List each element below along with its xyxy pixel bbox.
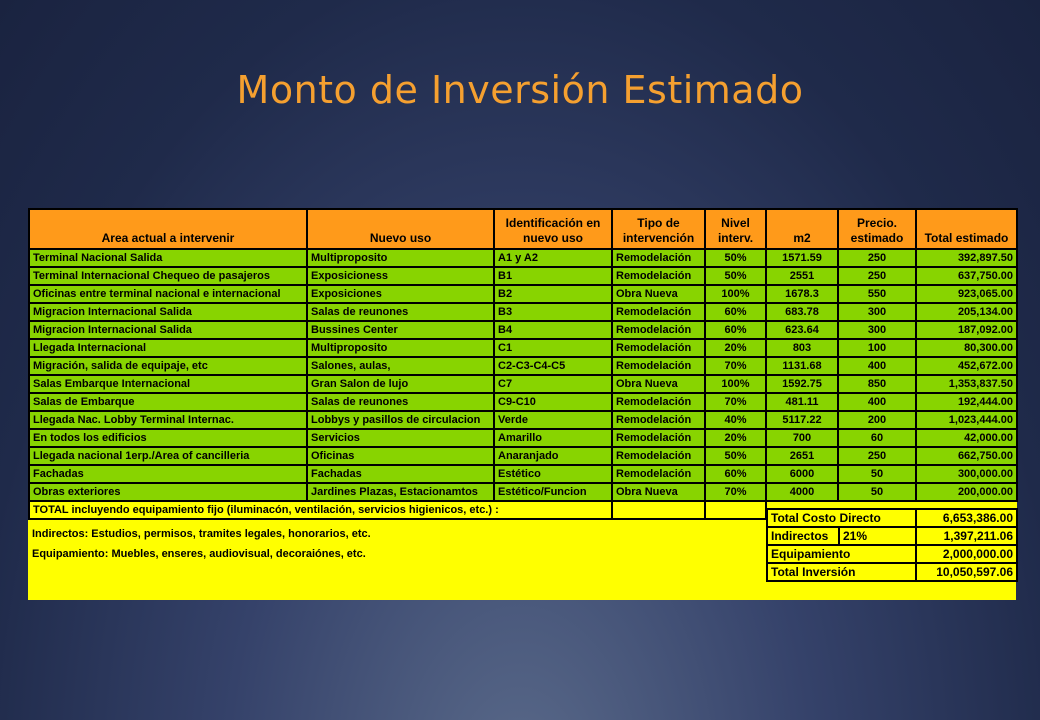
cell-m2: 683.78	[766, 303, 838, 321]
cell-precio: 250	[838, 249, 916, 267]
summary-indirectos-pct: 21%	[839, 527, 916, 545]
summary-equipamiento-label: Equipamiento	[767, 545, 916, 563]
cell-tipo: Remodelación	[612, 303, 705, 321]
header-identificacion: Identificación en nuevo uso	[494, 209, 612, 249]
investment-spreadsheet	[28, 208, 1016, 600]
cell-nuevo-uso: Salas de reunones	[307, 393, 494, 411]
cell-nuevo-uso: Jardines Plazas, Estacionamtos	[307, 483, 494, 501]
summary-row	[767, 545, 1017, 563]
cell-m2: 4000	[766, 483, 838, 501]
cell-nuevo-uso: Salas de reunones	[307, 303, 494, 321]
cell-identificacion: B3	[494, 303, 612, 321]
summary-row	[767, 563, 1017, 581]
cell-precio: 60	[838, 429, 916, 447]
header-area: Area actual a intervenir	[29, 209, 307, 249]
cell-area: Fachadas	[29, 465, 307, 483]
cell-m2: 6000	[766, 465, 838, 483]
summary-indirectos-value: 1,397,211.06	[916, 527, 1017, 545]
cell-tipo: Remodelación	[612, 249, 705, 267]
cell-area: Migracion Internacional Salida	[29, 321, 307, 339]
table-row	[29, 339, 1017, 357]
cell-area: Migracion Internacional Salida	[29, 303, 307, 321]
cell-area: Terminal Nacional Salida	[29, 249, 307, 267]
cell-m2: 1571.59	[766, 249, 838, 267]
cell-tipo: Remodelación	[612, 267, 705, 285]
table-row	[29, 465, 1017, 483]
cell-nuevo-uso: Multiproposito	[307, 249, 494, 267]
table-row	[29, 375, 1017, 393]
cell-m2: 803	[766, 339, 838, 357]
cell-nuevo-uso: Exposiciones	[307, 285, 494, 303]
cell-precio: 250	[838, 447, 916, 465]
cell-nuevo-uso: Lobbys y pasillos de circulacion	[307, 411, 494, 429]
cell-m2: 700	[766, 429, 838, 447]
cell-area: Salas de Embarque	[29, 393, 307, 411]
cell-precio: 850	[838, 375, 916, 393]
cell-total: 300,000.00	[916, 465, 1017, 483]
cell-area: Llegada nacional 1erp./Area of cancilleria	[29, 447, 307, 465]
note-equipamiento: Equipamiento: Muebles, enseres, audiovisual, decoraiónes, etc.	[32, 548, 366, 560]
summary-indirectos-label: Indirectos	[767, 527, 839, 545]
cell-nivel: 70%	[705, 393, 766, 411]
header-tipo: Tipo de intervención	[612, 209, 705, 249]
cell-identificacion: C7	[494, 375, 612, 393]
cell-nivel: 20%	[705, 339, 766, 357]
cell-tipo: Remodelación	[612, 447, 705, 465]
cell-nivel: 100%	[705, 375, 766, 393]
cell-tipo: Remodelación	[612, 339, 705, 357]
cell-area: Llegada Internacional	[29, 339, 307, 357]
cell-identificacion: C9-C10	[494, 393, 612, 411]
cell-tipo: Obra Nueva	[612, 483, 705, 501]
cell-tipo: Obra Nueva	[612, 375, 705, 393]
cell-nivel: 70%	[705, 357, 766, 375]
cell-identificacion: B1	[494, 267, 612, 285]
cell-total: 80,300.00	[916, 339, 1017, 357]
cell-precio: 300	[838, 321, 916, 339]
table-row	[29, 483, 1017, 501]
cell-tipo: Remodelación	[612, 465, 705, 483]
cell-precio: 550	[838, 285, 916, 303]
cell-precio: 400	[838, 393, 916, 411]
table-row	[29, 303, 1017, 321]
note-indirectos: Indirectos: Estudios, permisos, tramites legales, honorarios, etc.	[32, 528, 371, 540]
cell-nuevo-uso: Bussines Center	[307, 321, 494, 339]
cell-precio: 250	[838, 267, 916, 285]
cell-nuevo-uso: Fachadas	[307, 465, 494, 483]
cell-total: 1,353,837.50	[916, 375, 1017, 393]
cell-area: Oficinas entre terminal nacional e internacional	[29, 285, 307, 303]
cell-tipo: Obra Nueva	[612, 285, 705, 303]
cell-nuevo-uso: Gran Salon de lujo	[307, 375, 494, 393]
slide-title: Monto de Inversión Estimado	[236, 68, 804, 112]
cell-identificacion: Amarillo	[494, 429, 612, 447]
cell-nivel: 60%	[705, 465, 766, 483]
cell-total: 42,000.00	[916, 429, 1017, 447]
summary-table	[766, 508, 1018, 582]
cell-identificacion: B4	[494, 321, 612, 339]
cell-nivel: 50%	[705, 267, 766, 285]
cell-m2: 1592.75	[766, 375, 838, 393]
cell-area: En todos los edificios	[29, 429, 307, 447]
header-nivel: Nivel interv.	[705, 209, 766, 249]
cell-identificacion: Estético	[494, 465, 612, 483]
cell-identificacion: B2	[494, 285, 612, 303]
cell-tipo: Remodelación	[612, 357, 705, 375]
cell-total: 662,750.00	[916, 447, 1017, 465]
cell-area: Salas Embarque Internacional	[29, 375, 307, 393]
summary-row	[767, 527, 1017, 545]
cell-tipo: Remodelación	[612, 393, 705, 411]
cell-nivel: 40%	[705, 411, 766, 429]
cell-nivel: 50%	[705, 249, 766, 267]
total-row-label: TOTAL incluyendo equipamiento fijo (iluminacón, ventilación, servicios higienicos, etc.) :	[29, 501, 612, 519]
cell-nivel: 50%	[705, 447, 766, 465]
cell-tipo: Remodelación	[612, 429, 705, 447]
cell-total: 637,750.00	[916, 267, 1017, 285]
cell-nivel: 100%	[705, 285, 766, 303]
table-row	[29, 321, 1017, 339]
cell-nuevo-uso: Salones, aulas,	[307, 357, 494, 375]
table-row	[29, 393, 1017, 411]
cell-identificacion: C2-C3-C4-C5	[494, 357, 612, 375]
investment-table	[28, 208, 1018, 520]
cell-total: 200,000.00	[916, 483, 1017, 501]
cell-precio: 50	[838, 483, 916, 501]
header-nuevo-uso: Nuevo uso	[307, 209, 494, 249]
cell-m2: 2551	[766, 267, 838, 285]
table-row	[29, 411, 1017, 429]
cell-tipo: Remodelación	[612, 411, 705, 429]
total-row-blank	[705, 501, 766, 519]
cell-total: 1,023,444.00	[916, 411, 1017, 429]
cell-total: 205,134.00	[916, 303, 1017, 321]
cell-precio: 200	[838, 411, 916, 429]
cell-nivel: 70%	[705, 483, 766, 501]
cell-area: Obras exteriores	[29, 483, 307, 501]
cell-nivel: 60%	[705, 321, 766, 339]
table-row	[29, 267, 1017, 285]
table-header-row	[29, 209, 1017, 249]
cell-area: Llegada Nac. Lobby Terminal Internac.	[29, 411, 307, 429]
cell-area: Terminal Internacional Chequeo de pasajeros	[29, 267, 307, 285]
table-row	[29, 357, 1017, 375]
cell-total: 187,092.00	[916, 321, 1017, 339]
cell-tipo: Remodelación	[612, 321, 705, 339]
table-row	[29, 285, 1017, 303]
cell-identificacion: Verde	[494, 411, 612, 429]
cell-identificacion: A1 y A2	[494, 249, 612, 267]
cell-precio: 50	[838, 465, 916, 483]
cell-identificacion: Estético/Funcion	[494, 483, 612, 501]
cell-nuevo-uso: Oficinas	[307, 447, 494, 465]
header-total: Total estimado	[916, 209, 1017, 249]
cell-m2: 2651	[766, 447, 838, 465]
summary-inversion-label: Total Inversión	[767, 563, 916, 581]
summary-row	[767, 509, 1017, 527]
cell-total: 923,065.00	[916, 285, 1017, 303]
summary-inversion-value: 10,050,597.06	[916, 563, 1017, 581]
summary-costo-directo-value: 6,653,386.00	[916, 509, 1017, 527]
cell-precio: 400	[838, 357, 916, 375]
cell-identificacion: Anaranjado	[494, 447, 612, 465]
cell-nuevo-uso: Multiproposito	[307, 339, 494, 357]
cell-m2: 5117.22	[766, 411, 838, 429]
summary-equipamiento-value: 2,000,000.00	[916, 545, 1017, 563]
cell-nuevo-uso: Servicios	[307, 429, 494, 447]
cell-area: Migración, salida de equipaje, etc	[29, 357, 307, 375]
header-m2: m2	[766, 209, 838, 249]
table-row	[29, 447, 1017, 465]
cell-total: 452,672.00	[916, 357, 1017, 375]
cell-nivel: 20%	[705, 429, 766, 447]
header-precio: Precio. estimado	[838, 209, 916, 249]
cell-total: 392,897.50	[916, 249, 1017, 267]
total-row-blank	[612, 501, 705, 519]
cell-precio: 300	[838, 303, 916, 321]
cell-m2: 1131.68	[766, 357, 838, 375]
cell-nivel: 60%	[705, 303, 766, 321]
table-row	[29, 249, 1017, 267]
cell-nuevo-uso: Exposicioness	[307, 267, 494, 285]
cell-identificacion: C1	[494, 339, 612, 357]
cell-m2: 623.64	[766, 321, 838, 339]
cell-total: 192,444.00	[916, 393, 1017, 411]
cell-m2: 481.11	[766, 393, 838, 411]
cell-precio: 100	[838, 339, 916, 357]
table-row	[29, 429, 1017, 447]
cell-m2: 1678.3	[766, 285, 838, 303]
summary-costo-directo-label: Total Costo Directo	[767, 509, 916, 527]
